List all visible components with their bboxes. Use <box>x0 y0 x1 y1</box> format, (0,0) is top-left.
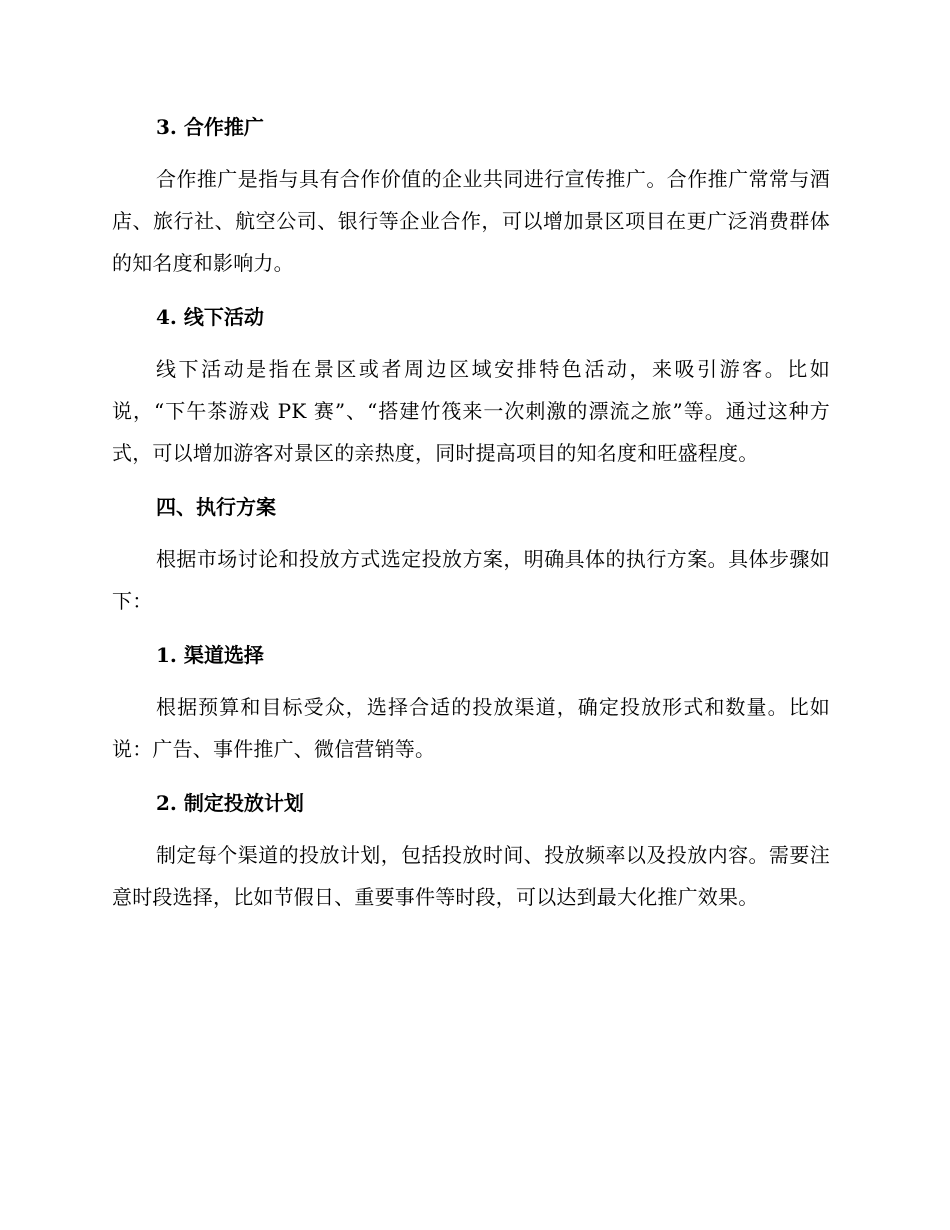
section-heading-cooperation-promotion: 3. 合作推广 <box>156 115 264 139</box>
section-paragraph-delivery-plan: 制定每个渠道的投放计划，包括投放时间、投放频率以及投放内容。需要注意时段选择，比如节假日、重要事件等时段，可以达到最大化推广效果。 <box>112 843 830 909</box>
section-heading-delivery-plan: 2. 制定投放计划 <box>156 791 304 815</box>
section-paragraph-execution-plan: 根据市场讨论和投放方式选定投放方案，明确具体的执行方案。具体步骤如下： <box>112 547 830 613</box>
section-paragraph-cooperation-promotion: 合作推广是指与具有合作价值的企业共同进行宣传推广。合作推广常常与酒店、旅行社、航空公司、银行等企业合作，可以增加景区项目在更广泛消费群体的知名度和影响力。 <box>112 167 830 275</box>
section-heading-offline-activities: 4. 线下活动 <box>156 305 264 329</box>
section-paragraph-offline-activities: 线下活动是指在景区或者周边区域安排特色活动，来吸引游客。比如说，“下午茶游戏 PK 赛”、“搭建竹筏来一次刺激的漂流之旅”等。通过这种方式，可以增加游客对景区的亲热度，同时提高项目的知名度和旺盛程度。 <box>112 357 830 465</box>
section-paragraph-channel-selection: 根据预算和目标受众，选择合适的投放渠道，确定投放形式和数量。比如说：广告、事件推广、微信营销等。 <box>112 695 830 761</box>
section-heading-execution-plan: 四、执行方案 <box>156 495 276 519</box>
section-heading-channel-selection: 1. 渠道选择 <box>156 643 264 667</box>
